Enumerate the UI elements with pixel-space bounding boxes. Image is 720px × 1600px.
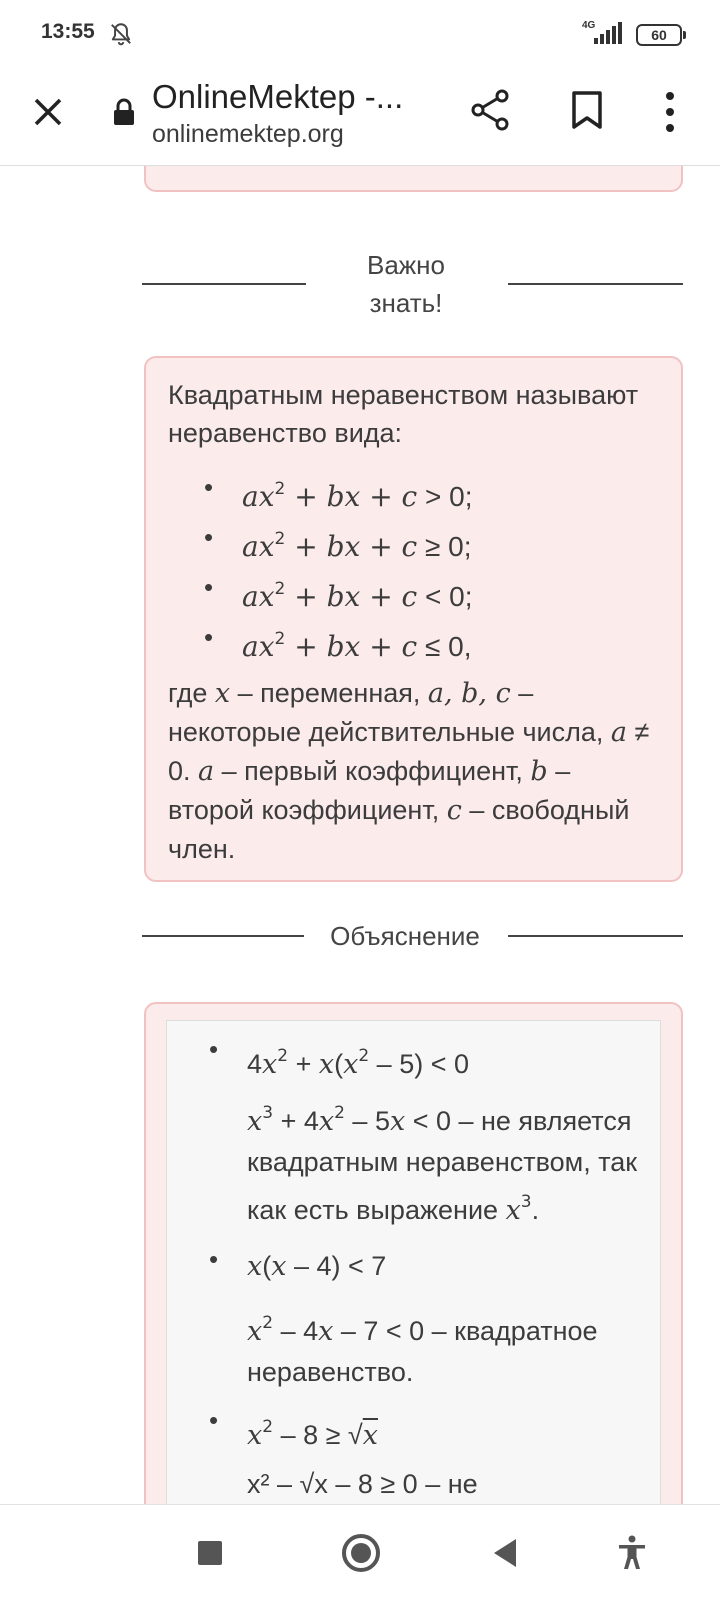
definition-intro: Квадратным неравенством называют неравенство вида: bbox=[168, 380, 639, 448]
item-expression: • x(x – 4) < 7 bbox=[247, 1251, 387, 1282]
list-item bbox=[207, 1241, 644, 1392]
list-item bbox=[207, 1031, 644, 1231]
important-heading bbox=[330, 246, 482, 322]
browser-toolbar bbox=[0, 70, 720, 166]
lock-icon bbox=[112, 97, 136, 127]
important-heading-line2: знать! bbox=[369, 288, 443, 318]
page-url[interactable]: onlinemektep.org bbox=[152, 120, 344, 148]
important-heading-line1: Важно bbox=[366, 250, 445, 280]
item-expression: • $4x^2 + x(x^2 - 5) < 0$ bbox=[247, 1046, 469, 1080]
divider-left bbox=[142, 935, 304, 937]
more-vert-icon[interactable] bbox=[660, 90, 680, 134]
explanation-heading: Объяснение bbox=[330, 921, 480, 951]
back-icon[interactable] bbox=[494, 1539, 516, 1567]
status-time: 13:55 bbox=[41, 20, 95, 43]
formula-list bbox=[168, 464, 661, 664]
explanation-card bbox=[144, 1002, 683, 1504]
list-item bbox=[207, 1402, 644, 1504]
page-content[interactable] bbox=[0, 166, 720, 1504]
bell-muted-icon bbox=[108, 21, 134, 47]
signal-icon bbox=[586, 22, 626, 46]
item-expression: • $x^2 - 8 \ge √x$ bbox=[247, 1417, 378, 1451]
formula-item: • $ax^2$ + bx + c ≤ 0, bbox=[168, 614, 661, 664]
network-type: 4G bbox=[582, 20, 596, 31]
bookmark-icon[interactable] bbox=[570, 90, 604, 130]
system-nav-bar bbox=[0, 1504, 720, 1600]
share-icon[interactable] bbox=[468, 88, 512, 132]
divider-right bbox=[508, 283, 683, 285]
definition-card bbox=[144, 356, 683, 882]
previous-card bbox=[144, 166, 683, 192]
formula-item: • $ax^2$ + bx + c < 0; bbox=[168, 564, 661, 614]
recent-apps-icon[interactable] bbox=[198, 1541, 222, 1565]
divider-left bbox=[142, 283, 306, 285]
accessibility-icon[interactable] bbox=[617, 1535, 647, 1571]
formula-item: • $ax^2$ + bx + c > 0; bbox=[168, 464, 661, 514]
battery-icon: 60 bbox=[636, 24, 682, 46]
divider-right bbox=[508, 935, 683, 937]
home-icon[interactable] bbox=[342, 1534, 380, 1572]
status-bar bbox=[0, 0, 720, 70]
item-explanation: $x^2 - 4x - 7 < 0$ – квадратное неравенство. bbox=[247, 1313, 598, 1387]
explanation-body bbox=[166, 1020, 661, 1504]
page-title[interactable]: OnlineMektep -... bbox=[152, 78, 404, 115]
close-icon[interactable] bbox=[28, 92, 68, 132]
formula-item: • $ax^2$ + bx + c ≥ 0; bbox=[168, 514, 661, 564]
definition-explanation: где x – переменная, a, b, c – некоторые действительные числа, a ≠ 0. a – первый коэффициент, b – второй коэффициент, c – свободный член. bbox=[168, 678, 650, 864]
item-explanation: x² – √x – 8 ≥ 0 – не bbox=[247, 1469, 478, 1499]
item-explanation: $x^3 + 4x^2 - 5x < 0$ – не является квадратным неравенством, так как есть выражение $x^3$. bbox=[247, 1103, 638, 1226]
